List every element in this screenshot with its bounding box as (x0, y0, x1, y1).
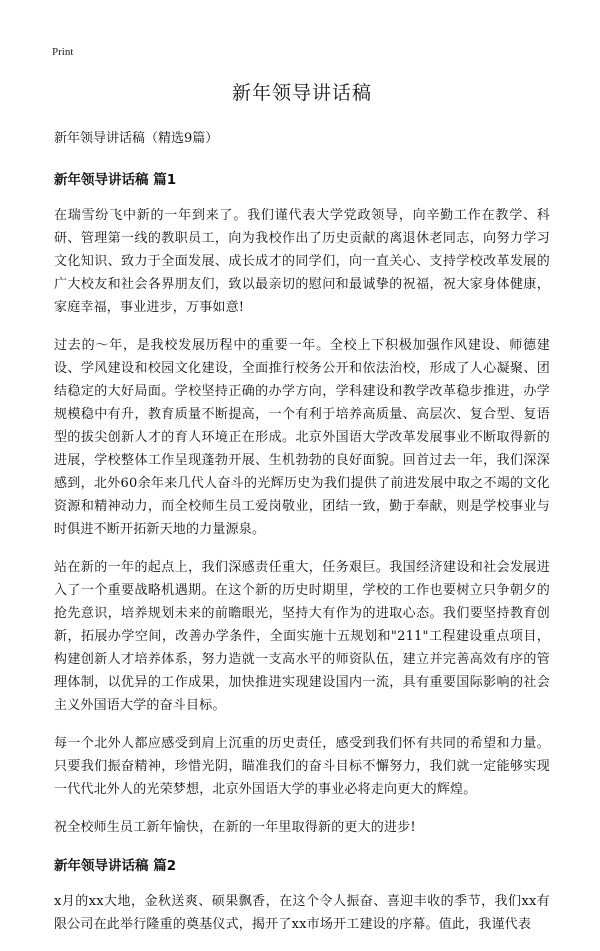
section-heading: 新年领导讲话稿 篇1 (54, 172, 177, 188)
paragraph: 过去的～年，是我校发展历程中的重要一年。全校上下积极加强作风建设、师德建设、学风建设和校园文化建设，全面推行校务公开和依法治校，形成了人心凝聚、团结稳定的大好局面。学校坚持正确的办学方向，学科建设和教学改革稳步推进，办学规模稳中有升，教育质量不断提高，一个有利于培养高质量、高层次、复合型、复语型的拔尖创新人才的育人环境正在形成。北京外国语大学改革发展事业不断取得新的进展，学校整体工作呈现蓬勃开展、生机勃勃的良好面貌。回首过去一年，我们深深感到，北外60余年来几代人奋斗的光辉历史为我们提供了前进发展中取之不竭的文化资源和精神动力，而全校师生员工爱岗敬业，团结一致，勤于奉献，则是学校事业与时俱进不断开拓新天地的力量源泉。 (54, 338, 550, 537)
print-link[interactable]: Print (52, 46, 74, 58)
document-title: 新年领导讲话稿 (231, 82, 372, 104)
paragraph: 在瑞雪纷飞中新的一年到来了。我们谨代表大学党政领导，向辛勤工作在教学、科研、管理第一线的教职员工，向为我校作出了历史贡献的离退休老同志，向努力学习文化知识、致力于全面发展、成长成才的同学们，向一直关心、支持学校改革发展的广大校友和社会各界朋友们，致以最亲切的慰问和最诚挚的祝福，祝大家身体健康，家庭幸福，事业进步，万事如意! (54, 208, 550, 315)
section-1 (54, 168, 550, 839)
section-2 (54, 854, 550, 936)
paragraph: 站在新的一年的起点上，我们深感责任重大，任务艰巨。我国经济建设和社会发展进入了一个重要战略机遇期。在这个新的历史时期里，学校的工作也要树立只争朝夕的抢先意识，培养规划未来的前瞻眼光，坚持大有作为的进取心态。我们要坚持教育创新，拓展办学空间，改善办学条件，全面实施十五规划和"211"工程建设重点项目，构建创新人才培养体系，努力造就一支高水平的师资队伍，建立并完善高效有序的管理体制，以优异的工作成果，加快推进实现建设国内一流，具有重要国际影响的社会主义外国语大学的奋斗目标。 (54, 560, 550, 713)
section-heading: 新年领导讲话稿 篇2 (54, 858, 177, 874)
document-page (54, 78, 550, 951)
paragraph: 每一个北外人都应感受到肩上沉重的历史责任，感受到我们怀有共同的希望和力量。只要我们振奋精神，珍惜光阴，瞄准我们的奋斗目标不懈努力，我们就一定能够实现一代代北外人的光荣梦想，北京外国语大学的事业必将走向更大的辉煌。 (54, 736, 550, 797)
paragraph: x月的xx大地，金秋送爽、硕果飘香，在这个令人振奋、喜迎丰收的季节，我们xx有限公司在此举行隆重的奠基仪式，揭开了xx市场开工建设的序幕。值此，我谨代表 (54, 894, 550, 932)
paragraph: 祝全校师生员工新年愉快，在新的一年里取得新的更大的进步! (54, 820, 416, 835)
document-subtitle: 新年领导讲话稿（精选9篇） (54, 131, 219, 146)
